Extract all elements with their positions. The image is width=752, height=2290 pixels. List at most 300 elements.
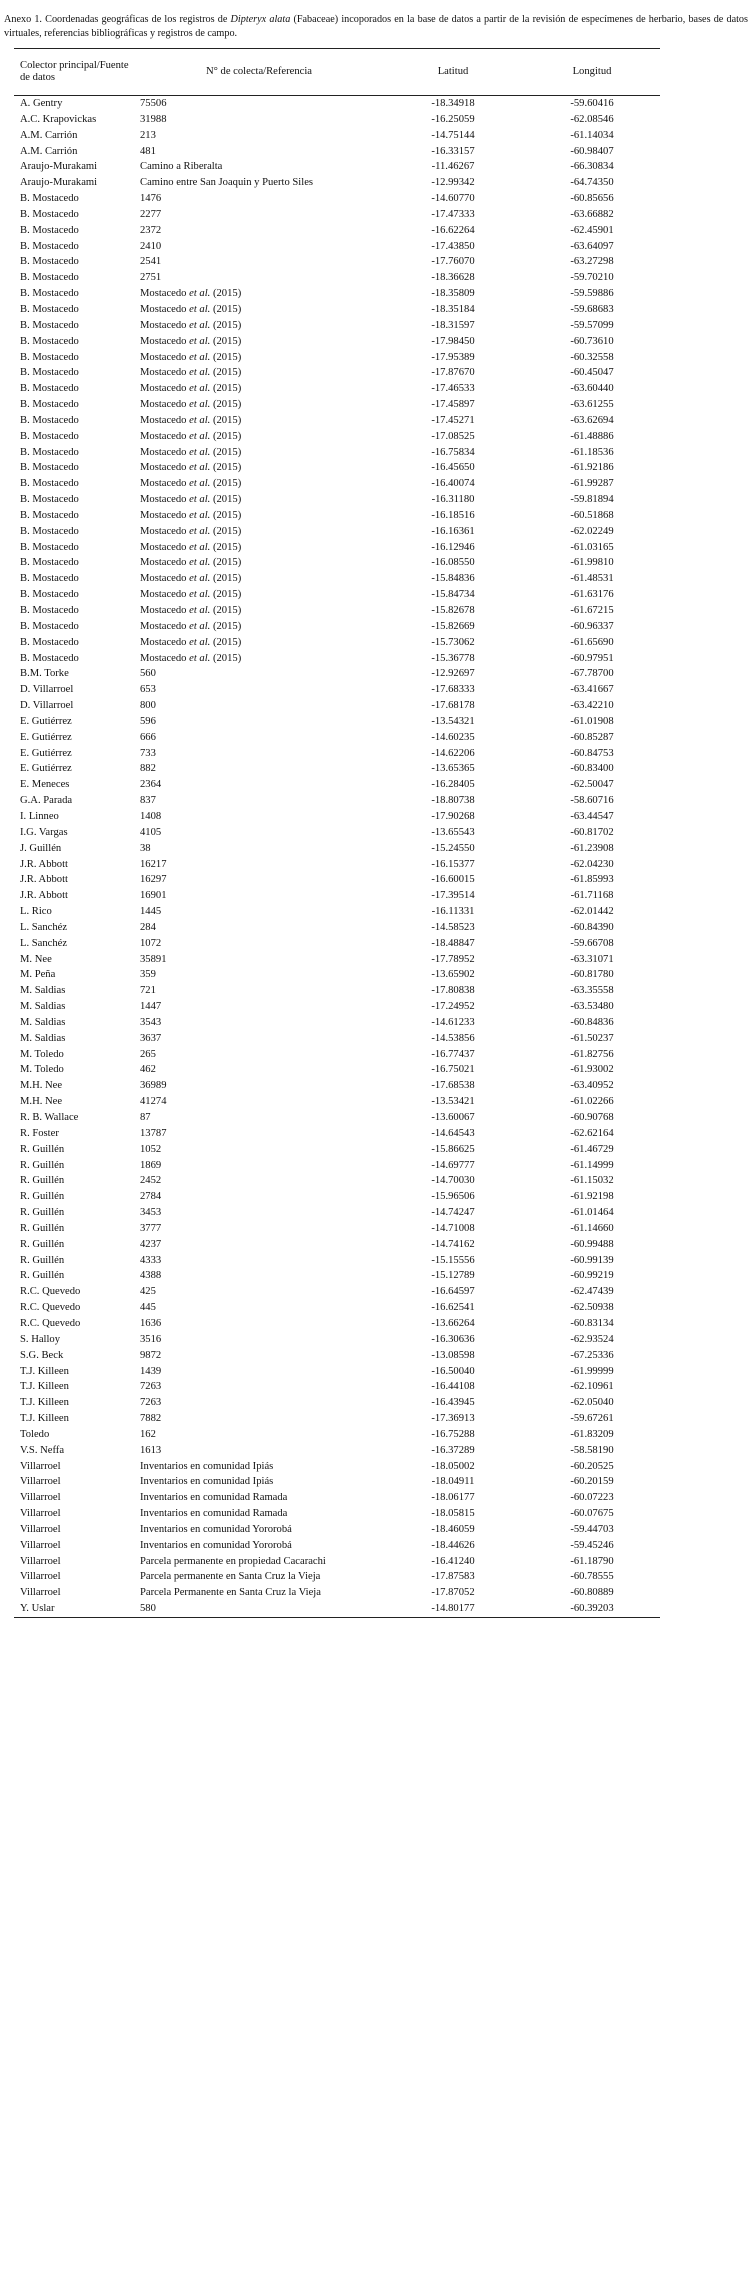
- reference-cell: 580: [140, 1603, 156, 1615]
- reference-cell: Mostacedo et al. (2015): [140, 446, 242, 458]
- latitude-cell: -16.16361: [431, 525, 475, 537]
- longitude-cell: -61.14999: [570, 1159, 614, 1171]
- latitude-cell: -12.92697: [431, 668, 475, 680]
- table-row: [14, 1110, 660, 1126]
- reference-cell: 2784: [140, 1191, 162, 1203]
- collector-cell: L. Sanchéz: [20, 921, 68, 933]
- table-row: [14, 825, 660, 841]
- latitude-cell: -15.15556: [431, 1254, 475, 1266]
- et-al-text: et al.: [189, 462, 211, 474]
- table-row: [14, 540, 660, 556]
- table-row: [14, 730, 660, 746]
- reference-cell: 1439: [140, 1365, 162, 1377]
- table-row: [14, 619, 660, 635]
- reference-cell: 3777: [140, 1222, 162, 1234]
- table-row: [14, 207, 660, 223]
- latitude-cell: -18.05002: [431, 1460, 475, 1472]
- latitude-cell: -15.36778: [431, 652, 475, 664]
- latitude-cell: -16.25059: [431, 113, 475, 125]
- latitude-cell: -18.04911: [431, 1476, 475, 1488]
- longitude-cell: -59.66708: [570, 937, 614, 949]
- table-row: [14, 223, 660, 239]
- reference-cell: 75506: [140, 98, 167, 109]
- collector-cell: J. Guillén: [20, 842, 62, 854]
- latitude-cell: -14.53856: [431, 1032, 475, 1044]
- longitude-cell: -67.78700: [570, 668, 614, 680]
- caption-species: Dipteryx alata: [230, 14, 291, 26]
- collector-cell: Villarroel: [20, 1460, 61, 1472]
- latitude-cell: -16.64597: [431, 1286, 475, 1298]
- longitude-cell: -61.23908: [570, 842, 614, 854]
- latitude-cell: -17.68178: [431, 700, 475, 712]
- table-row: [14, 1253, 660, 1269]
- longitude-cell: -61.50237: [570, 1032, 614, 1044]
- collector-cell: M.H. Nee: [20, 1080, 63, 1092]
- latitude-cell: -17.68333: [431, 684, 475, 696]
- collector-cell: B. Mostacedo: [20, 414, 79, 426]
- collector-cell: B. Mostacedo: [20, 494, 79, 506]
- reference-cell: Mostacedo et al. (2015): [140, 636, 242, 648]
- table-row: [14, 793, 660, 809]
- reference-cell: 837: [140, 795, 156, 807]
- reference-cell: Mostacedo et al. (2015): [140, 430, 242, 442]
- longitude-cell: -61.14660: [570, 1222, 614, 1234]
- table-row: [14, 920, 660, 936]
- latitude-cell: -15.86625: [431, 1143, 475, 1155]
- reference-cell: Inventarios en comunidad Yororobá: [140, 1523, 292, 1535]
- longitude-cell: -62.02249: [570, 525, 614, 537]
- collector-cell: E. Gutiérrez: [20, 747, 72, 759]
- collector-cell: Araujo-Murakami: [20, 161, 98, 173]
- latitude-cell: -17.78952: [431, 953, 475, 965]
- latitude-cell: -16.31180: [431, 494, 475, 506]
- collector-cell: R. Guillén: [20, 1238, 65, 1250]
- longitude-cell: -59.44703: [570, 1523, 614, 1535]
- table-row: [14, 904, 660, 920]
- latitude-cell: -13.54321: [431, 715, 475, 727]
- table-caption: [4, 13, 748, 40]
- reference-cell: Mostacedo et al. (2015): [140, 478, 242, 490]
- collector-cell: Villarroel: [20, 1571, 61, 1583]
- latitude-cell: -18.44626: [431, 1539, 475, 1551]
- collector-cell: R. Guillén: [20, 1222, 65, 1234]
- longitude-cell: -59.59886: [570, 288, 614, 300]
- table-row: [14, 999, 660, 1015]
- collector-cell: Villarroel: [20, 1555, 61, 1567]
- collector-cell: M. Saldias: [20, 1032, 66, 1044]
- latitude-cell: -15.73062: [431, 636, 475, 648]
- table-row: [14, 1506, 660, 1522]
- reference-cell: Mostacedo et al. (2015): [140, 557, 242, 569]
- collector-cell: B. Mostacedo: [20, 303, 79, 315]
- longitude-cell: -63.53480: [570, 1001, 614, 1013]
- et-al-text: et al.: [189, 573, 211, 585]
- table-row: [14, 476, 660, 492]
- collector-cell: B. Mostacedo: [20, 399, 79, 411]
- table-row: [14, 1569, 660, 1585]
- collector-cell: R. Guillén: [20, 1207, 65, 1219]
- collector-cell: T.J. Killeen: [20, 1365, 69, 1377]
- latitude-cell: -16.30636: [431, 1333, 475, 1345]
- longitude-cell: -60.78555: [570, 1571, 614, 1583]
- longitude-cell: -63.61255: [570, 399, 614, 411]
- table-row: [14, 175, 660, 191]
- longitude-cell: -62.08546: [570, 113, 614, 125]
- latitude-cell: -16.08550: [431, 557, 475, 569]
- reference-cell: 2364: [140, 779, 162, 791]
- et-al-text: et al.: [189, 319, 211, 331]
- table-row: [14, 1348, 660, 1364]
- longitude-cell: -58.58190: [570, 1444, 614, 1456]
- table-row: [14, 1078, 660, 1094]
- reference-cell: 2410: [140, 240, 162, 252]
- table-row: [14, 698, 660, 714]
- reference-cell: Mostacedo et al. (2015): [140, 652, 242, 664]
- longitude-cell: -60.81702: [570, 826, 614, 838]
- latitude-cell: -14.80177: [431, 1603, 475, 1615]
- collector-cell: B.M. Torke: [20, 668, 69, 680]
- latitude-cell: -14.70030: [431, 1175, 475, 1187]
- table-row: [14, 1031, 660, 1047]
- collector-cell: B. Mostacedo: [20, 446, 79, 458]
- reference-cell: Mostacedo et al. (2015): [140, 525, 242, 537]
- longitude-cell: -60.32558: [570, 351, 614, 363]
- table-row: [14, 1284, 660, 1300]
- collector-cell: M. Saldias: [20, 985, 66, 997]
- table-row: [14, 746, 660, 762]
- collector-cell: Villarroel: [20, 1492, 61, 1504]
- longitude-cell: -60.84836: [570, 1016, 614, 1028]
- table-row: [14, 1189, 660, 1205]
- collector-cell: R. Guillén: [20, 1143, 65, 1155]
- longitude-cell: -61.92198: [570, 1191, 614, 1203]
- table-row: [14, 286, 660, 302]
- longitude-cell: -60.99219: [570, 1270, 614, 1282]
- latitude-cell: -13.65543: [431, 826, 475, 838]
- et-al-text: et al.: [189, 367, 211, 379]
- table-row: [14, 635, 660, 651]
- collector-cell: A. Gentry: [20, 98, 63, 109]
- latitude-cell: -15.82669: [431, 620, 475, 632]
- collector-cell: M. Nee: [20, 953, 52, 965]
- collector-cell: B. Mostacedo: [20, 541, 79, 553]
- reference-cell: 560: [140, 668, 156, 680]
- reference-cell: 1636: [140, 1317, 162, 1329]
- longitude-cell: -60.97951: [570, 652, 614, 664]
- longitude-cell: -67.25336: [570, 1349, 614, 1361]
- table-row: [14, 302, 660, 318]
- longitude-cell: -64.74350: [570, 177, 614, 189]
- table-row: [14, 239, 660, 255]
- reference-cell: 596: [140, 715, 156, 727]
- longitude-cell: -61.99287: [570, 478, 614, 490]
- latitude-cell: -16.62264: [431, 224, 475, 236]
- latitude-cell: -17.43850: [431, 240, 475, 252]
- table-row: [14, 1126, 660, 1142]
- longitude-cell: -63.40952: [570, 1080, 614, 1092]
- reference-cell: 1445: [140, 906, 162, 918]
- collector-cell: A.M. Carrión: [20, 145, 78, 157]
- table-row: [14, 1300, 660, 1316]
- collector-cell: B. Mostacedo: [20, 335, 79, 347]
- table-row: [14, 1490, 660, 1506]
- reference-cell: Mostacedo et al. (2015): [140, 414, 242, 426]
- collector-cell: E. Gutiérrez: [20, 715, 72, 727]
- latitude-cell: -18.46059: [431, 1523, 475, 1535]
- collector-cell: Toledo: [20, 1428, 50, 1440]
- latitude-cell: -15.12789: [431, 1270, 475, 1282]
- longitude-cell: -66.30834: [570, 161, 614, 173]
- table-row: [14, 936, 660, 952]
- reference-cell: 733: [140, 747, 156, 759]
- latitude-cell: -17.87670: [431, 367, 475, 379]
- longitude-cell: -60.81780: [570, 969, 614, 981]
- collector-cell: R. Foster: [20, 1127, 59, 1139]
- longitude-cell: -62.05040: [570, 1397, 614, 1409]
- collector-cell: Villarroel: [20, 1539, 61, 1551]
- longitude-cell: -61.99999: [570, 1365, 614, 1377]
- et-al-text: et al.: [189, 589, 211, 601]
- reference-cell: 13787: [140, 1127, 167, 1139]
- longitude-cell: -59.45246: [570, 1539, 614, 1551]
- reference-cell: 87: [140, 1112, 151, 1123]
- et-al-text: et al.: [189, 430, 211, 442]
- collector-cell: M. Toledo: [20, 1064, 64, 1076]
- reference-cell: Parcela Permanente en Santa Cruz la Vieja: [140, 1587, 321, 1599]
- longitude-cell: -60.83134: [570, 1317, 614, 1329]
- reference-cell: 1072: [140, 937, 162, 949]
- latitude-cell: -14.60235: [431, 731, 475, 743]
- collector-cell: M. Saldias: [20, 1001, 66, 1013]
- reference-cell: 445: [140, 1302, 156, 1314]
- table-row: [14, 144, 660, 160]
- longitude-cell: -62.04230: [570, 858, 614, 870]
- table-row: [14, 666, 660, 682]
- longitude-cell: -60.96337: [570, 620, 614, 632]
- reference-cell: Mostacedo et al. (2015): [140, 541, 242, 553]
- reference-cell: 31988: [140, 113, 167, 125]
- et-al-text: et al.: [189, 399, 211, 411]
- reference-cell: 1869: [140, 1159, 162, 1171]
- table-row: [14, 571, 660, 587]
- reference-cell: Mostacedo et al. (2015): [140, 509, 242, 521]
- longitude-cell: -59.67261: [570, 1413, 614, 1425]
- collector-cell: I.G. Vargas: [20, 826, 68, 838]
- latitude-cell: -14.62206: [431, 747, 475, 759]
- et-al-text: et al.: [189, 557, 211, 569]
- latitude-cell: -18.35809: [431, 288, 475, 300]
- table-row: [14, 1554, 660, 1570]
- caption-prefix: Anexo 1. Coordenadas geográficas de los registros de: [4, 14, 231, 26]
- collector-cell: B. Mostacedo: [20, 478, 79, 490]
- latitude-cell: -17.80838: [431, 985, 475, 997]
- collector-cell: B. Mostacedo: [20, 208, 79, 220]
- collector-cell: B. Mostacedo: [20, 351, 79, 363]
- table-row: [14, 128, 660, 144]
- latitude-cell: -17.24952: [431, 1001, 475, 1013]
- reference-cell: Mostacedo et al. (2015): [140, 620, 242, 632]
- latitude-cell: -18.36628: [431, 272, 475, 284]
- latitude-cell: -16.75834: [431, 446, 475, 458]
- table-row: [14, 983, 660, 999]
- reference-cell: Mostacedo et al. (2015): [140, 494, 242, 506]
- reference-cell: Mostacedo et al. (2015): [140, 351, 242, 363]
- latitude-cell: -15.84836: [431, 573, 475, 585]
- table-row: [14, 1585, 660, 1601]
- table-row: [14, 318, 660, 334]
- et-al-text: et al.: [189, 303, 211, 315]
- reference-cell: 800: [140, 700, 156, 712]
- longitude-cell: -63.66882: [570, 208, 614, 220]
- collector-cell: T.J. Killeen: [20, 1397, 69, 1409]
- reference-cell: Mostacedo et al. (2015): [140, 367, 242, 379]
- table-row: [14, 191, 660, 207]
- reference-cell: 1447: [140, 1001, 162, 1013]
- collector-cell: B. Mostacedo: [20, 193, 79, 205]
- collector-cell: E. Meneces: [20, 779, 70, 791]
- table-row: [14, 1459, 660, 1475]
- longitude-cell: -59.70210: [570, 272, 614, 284]
- latitude-cell: -13.60067: [431, 1112, 475, 1123]
- longitude-cell: -61.65690: [570, 636, 614, 648]
- table-row: [14, 1015, 660, 1031]
- collector-cell: R. Guillén: [20, 1254, 65, 1266]
- et-al-text: et al.: [189, 494, 211, 506]
- header-latitude: Latitud: [437, 65, 469, 77]
- collector-cell: V.S. Neffa: [20, 1444, 65, 1456]
- latitude-cell: -17.36913: [431, 1413, 475, 1425]
- latitude-cell: -15.84734: [431, 589, 475, 601]
- latitude-cell: -16.37289: [431, 1444, 475, 1456]
- latitude-cell: -13.65902: [431, 969, 475, 981]
- collector-cell: B. Mostacedo: [20, 240, 79, 252]
- reference-cell: 16217: [140, 858, 167, 870]
- collector-cell: R.C. Quevedo: [20, 1286, 81, 1298]
- table-row: [14, 888, 660, 904]
- table-row: [14, 1237, 660, 1253]
- table-row: [14, 967, 660, 983]
- collector-cell: R. B. Wallace: [20, 1112, 79, 1123]
- longitude-cell: -60.83400: [570, 763, 614, 775]
- collector-cell: T.J. Killeen: [20, 1413, 69, 1425]
- collector-cell: L. Rico: [20, 906, 52, 918]
- latitude-cell: -16.11331: [431, 906, 475, 918]
- collector-cell: Villarroel: [20, 1508, 61, 1520]
- et-al-text: et al.: [189, 605, 211, 616]
- reference-cell: 7263: [140, 1381, 162, 1393]
- et-al-text: et al.: [189, 541, 211, 553]
- latitude-cell: -16.18516: [431, 509, 475, 521]
- reference-cell: 653: [140, 684, 156, 696]
- latitude-cell: -17.87583: [431, 1571, 475, 1583]
- reference-cell: 2277: [140, 208, 162, 220]
- longitude-cell: -63.42210: [570, 700, 614, 712]
- reference-cell: 7882: [140, 1413, 162, 1425]
- reference-cell: 162: [140, 1428, 156, 1440]
- latitude-cell: -16.44108: [431, 1381, 475, 1393]
- reference-cell: Camino entre San Joaquin y Puerto Siles: [140, 177, 314, 189]
- longitude-cell: -62.50938: [570, 1302, 614, 1314]
- collector-cell: B. Mostacedo: [20, 367, 79, 379]
- reference-cell: Mostacedo et al. (2015): [140, 383, 242, 395]
- longitude-cell: -63.62694: [570, 414, 614, 426]
- header-row: [14, 49, 660, 96]
- collector-cell: R. Guillén: [20, 1175, 65, 1187]
- table-header: [14, 49, 660, 96]
- collector-cell: B. Mostacedo: [20, 525, 79, 537]
- latitude-cell: -16.77437: [431, 1048, 475, 1060]
- table-row: [14, 1427, 660, 1443]
- longitude-cell: -63.35558: [570, 985, 614, 997]
- latitude-cell: -14.71008: [431, 1222, 475, 1234]
- table-row: [14, 1205, 660, 1221]
- table-row: [14, 1364, 660, 1380]
- reference-cell: 2541: [140, 256, 162, 268]
- latitude-cell: -13.66264: [431, 1317, 475, 1329]
- table-row: [14, 334, 660, 350]
- reference-cell: Inventarios en comunidad Ramada: [140, 1492, 288, 1504]
- longitude-cell: -61.63176: [570, 589, 614, 601]
- longitude-cell: -60.07675: [570, 1508, 614, 1520]
- latitude-cell: -13.08598: [431, 1349, 475, 1361]
- table-row: [14, 1538, 660, 1554]
- reference-cell: Inventarios en comunidad Ipiás: [140, 1460, 274, 1472]
- et-al-text: et al.: [189, 509, 211, 521]
- table-row: [14, 714, 660, 730]
- reference-cell: 4333: [140, 1254, 162, 1266]
- latitude-cell: -17.45897: [431, 399, 475, 411]
- table-row: [14, 1158, 660, 1174]
- table-row: [14, 254, 660, 270]
- latitude-cell: -12.99342: [431, 177, 475, 189]
- longitude-cell: -60.20525: [570, 1460, 614, 1472]
- table-row: [14, 365, 660, 381]
- table-row: [14, 1395, 660, 1411]
- longitude-cell: -60.84390: [570, 921, 614, 933]
- latitude-cell: -15.24550: [431, 842, 475, 854]
- reference-cell: 213: [140, 129, 156, 141]
- collector-cell: R.C. Quevedo: [20, 1302, 81, 1314]
- collector-cell: M. Toledo: [20, 1048, 64, 1060]
- reference-cell: 481: [140, 145, 156, 157]
- reference-cell: Parcela permanente en Santa Cruz la Vieja: [140, 1571, 321, 1583]
- reference-cell: 3516: [140, 1333, 162, 1345]
- table-row: [14, 413, 660, 429]
- latitude-cell: -14.58523: [431, 921, 475, 933]
- collector-cell: B. Mostacedo: [20, 620, 79, 632]
- longitude-cell: -61.14034: [570, 129, 614, 141]
- longitude-cell: -62.62164: [570, 1127, 614, 1139]
- et-al-text: et al.: [189, 335, 211, 347]
- latitude-cell: -17.45271: [431, 414, 475, 426]
- longitude-cell: -61.01908: [570, 715, 614, 727]
- table-row: [14, 841, 660, 857]
- reference-cell: Mostacedo et al. (2015): [140, 288, 242, 300]
- reference-cell: 2372: [140, 224, 162, 236]
- reference-cell: Inventarios en comunidad Ramada: [140, 1508, 288, 1520]
- table-row: [14, 587, 660, 603]
- table-row: [14, 492, 660, 508]
- collector-cell: A.M. Carrión: [20, 129, 78, 141]
- table-row: [14, 872, 660, 888]
- longitude-cell: -61.85993: [570, 874, 614, 886]
- latitude-cell: -13.53421: [431, 1096, 475, 1108]
- reference-cell: 16297: [140, 874, 167, 886]
- latitude-cell: -17.98450: [431, 335, 475, 347]
- longitude-cell: -60.84753: [570, 747, 614, 759]
- collector-cell: S.G. Beck: [20, 1349, 64, 1361]
- longitude-cell: -61.03165: [570, 541, 614, 553]
